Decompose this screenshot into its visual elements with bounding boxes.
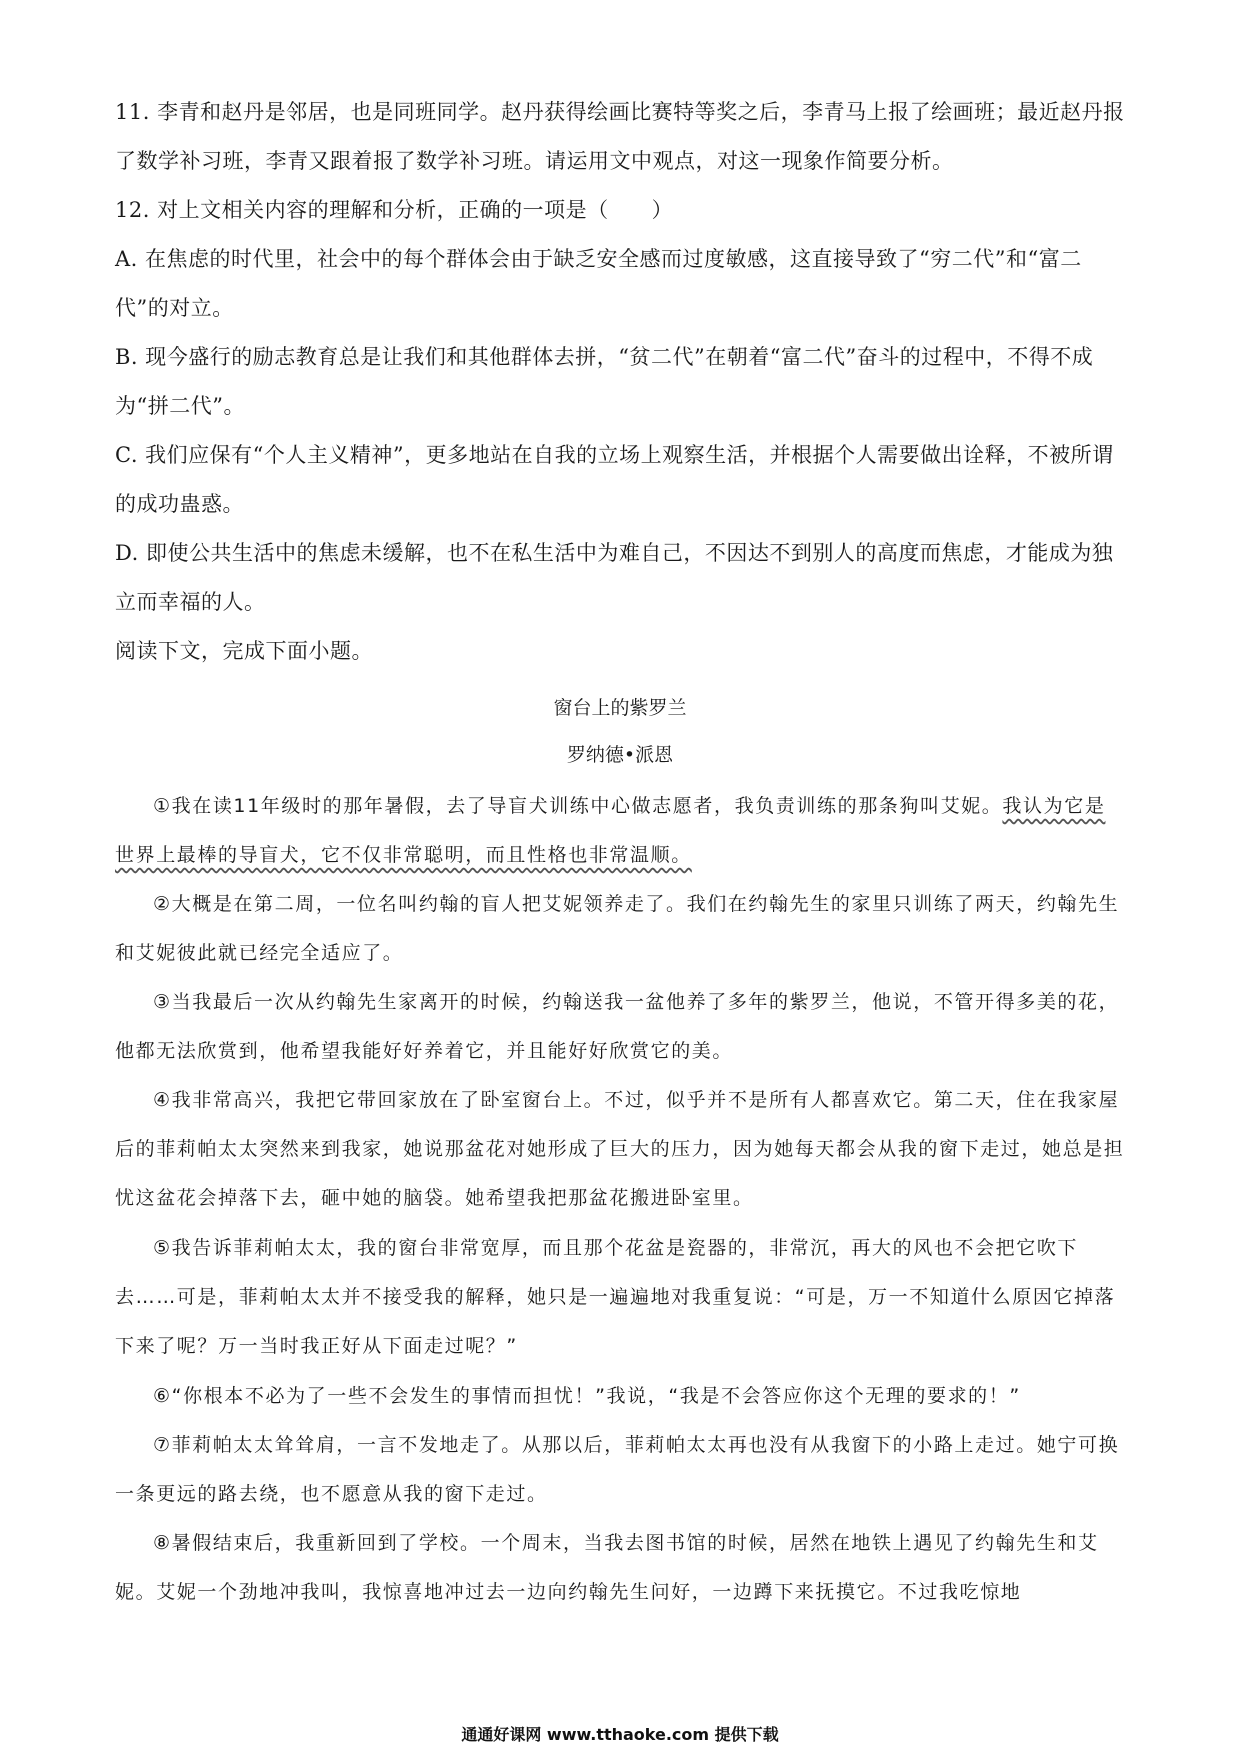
article-paragraph-2: [115, 880, 1125, 978]
question-11: 11. 李青和赵丹是邻居，也是同班同学。赵丹获得绘画比赛特等奖之后，李青马上报了绘画班；最近赵丹报了数学补习班，李青又跟着报了数学补习班。请运用文中观点，对这一现象作简要分析。: [115, 100, 1125, 173]
paragraph-text: ⑦菲莉帕太太耸耸肩，一言不发地走了。从那以后，菲莉帕太太再也没有从我窗下的小路上走过。她宁可换一条更远的路去绕，也不愿意从我的窗下走过。: [115, 1434, 1120, 1505]
article-paragraph-4: [115, 1076, 1125, 1223]
page-footer: 通通好课网 www.tthaoke.com 提供下载: [461, 1725, 779, 1744]
paragraph-text: ②大概是在第二周，一位名叫约翰的盲人把艾妮领养走了。我们在约翰先生的家里只训练了两天，约翰先生和艾妮彼此就已经完全适应了。: [115, 893, 1120, 964]
paragraph-text: ④我非常高兴，我把它带回家放在了卧室窗台上。不过，似乎并不是所有人都喜欢它。第二天，住在我家屋后的菲莉帕太太突然来到我家，她说那盆花对她形成了巨大的压力，因为她每天都会从我的窗下走过，她总是担忧这盆花会掉落下去，砸中她的脑袋。她希望我把那盆花搬进卧室里。: [115, 1089, 1125, 1209]
underlined-sentence: 我认为它是世界上最棒的导盲犬，它不仅非常聪明，而且性格也非常温顺。: [115, 795, 1106, 866]
question-12: 12. 对上文相关内容的理解和分析，正确的一项是（ ）: [115, 198, 674, 222]
option-b: B. 现今盛行的励志教育总是让我们和其他群体去拼，“贫二代”在朝着“富二代”奋斗的过程中，不得不成为“拼二代”。: [115, 345, 1094, 418]
article-paragraph-1: [115, 782, 1125, 880]
paragraph-text: ⑤我告诉菲莉帕太太，我的窗台非常宽厚，而且那个花盆是瓷器的，非常沉，再大的风也不会把它吹下去……可是，菲莉帕太太并不接受我的解释，她只是一遍遍地对我重复说：“可是，万一不知道什么原因它掉落下来了呢？万一当时我正好从下面走过呢？”: [115, 1237, 1116, 1357]
paragraph-text: ⑥“你根本不必为了一些不会发生的事情而担忧！”我说，“我是不会答应你这个无理的要求的！”: [153, 1385, 1021, 1407]
article-paragraph-6: [115, 1372, 1125, 1421]
article-paragraph-3: [115, 978, 1125, 1076]
paragraph-text: ③当我最后一次从约翰先生家离开的时候，约翰送我一盆他养了多年的紫罗兰，他说，不管开得多美的花，他都无法欣赏到，他希望我能好好养着它，并且能好好欣赏它的美。: [115, 991, 1120, 1062]
article-paragraph-5: [115, 1224, 1125, 1371]
option-c: C. 我们应保有“个人主义精神”，更多地站在自我的立场上观察生活，并根据个人需要做出诠释，不被所谓的成功蛊惑。: [115, 443, 1114, 516]
article-author: 罗纳德•派恩: [566, 744, 674, 766]
article-paragraph-8: [115, 1519, 1125, 1617]
reading-instruction: 阅读下文，完成下面小题。: [115, 639, 373, 663]
article-paragraph-7: [115, 1421, 1125, 1519]
option-a: A. 在焦虑的时代里，社会中的每个群体会由于缺乏安全感而过度敏感，这直接导致了“穷二代”和“富二代”的对立。: [115, 247, 1082, 320]
paragraph-text: ①我在读11年级时的那年暑假，去了导盲犬训练中心做志愿者，我负责训练的那条狗叫艾妮。: [153, 795, 1003, 817]
paragraph-text: ⑧暑假结束后，我重新回到了学校。一个周末，当我去图书馆的时候，居然在地铁上遇见了约翰先生和艾妮。艾妮一个劲地冲我叫，我惊喜地冲过去一边向约翰先生问好，一边蹲下来抚摸它。不过我吃惊地: [115, 1532, 1099, 1603]
option-d: D. 即使公共生活中的焦虑未缓解，也不在私生活中为难自己，不因达不到别人的高度而焦虑，才能成为独立而幸福的人。: [115, 541, 1114, 614]
article-title: 窗台上的紫罗兰: [553, 697, 687, 719]
